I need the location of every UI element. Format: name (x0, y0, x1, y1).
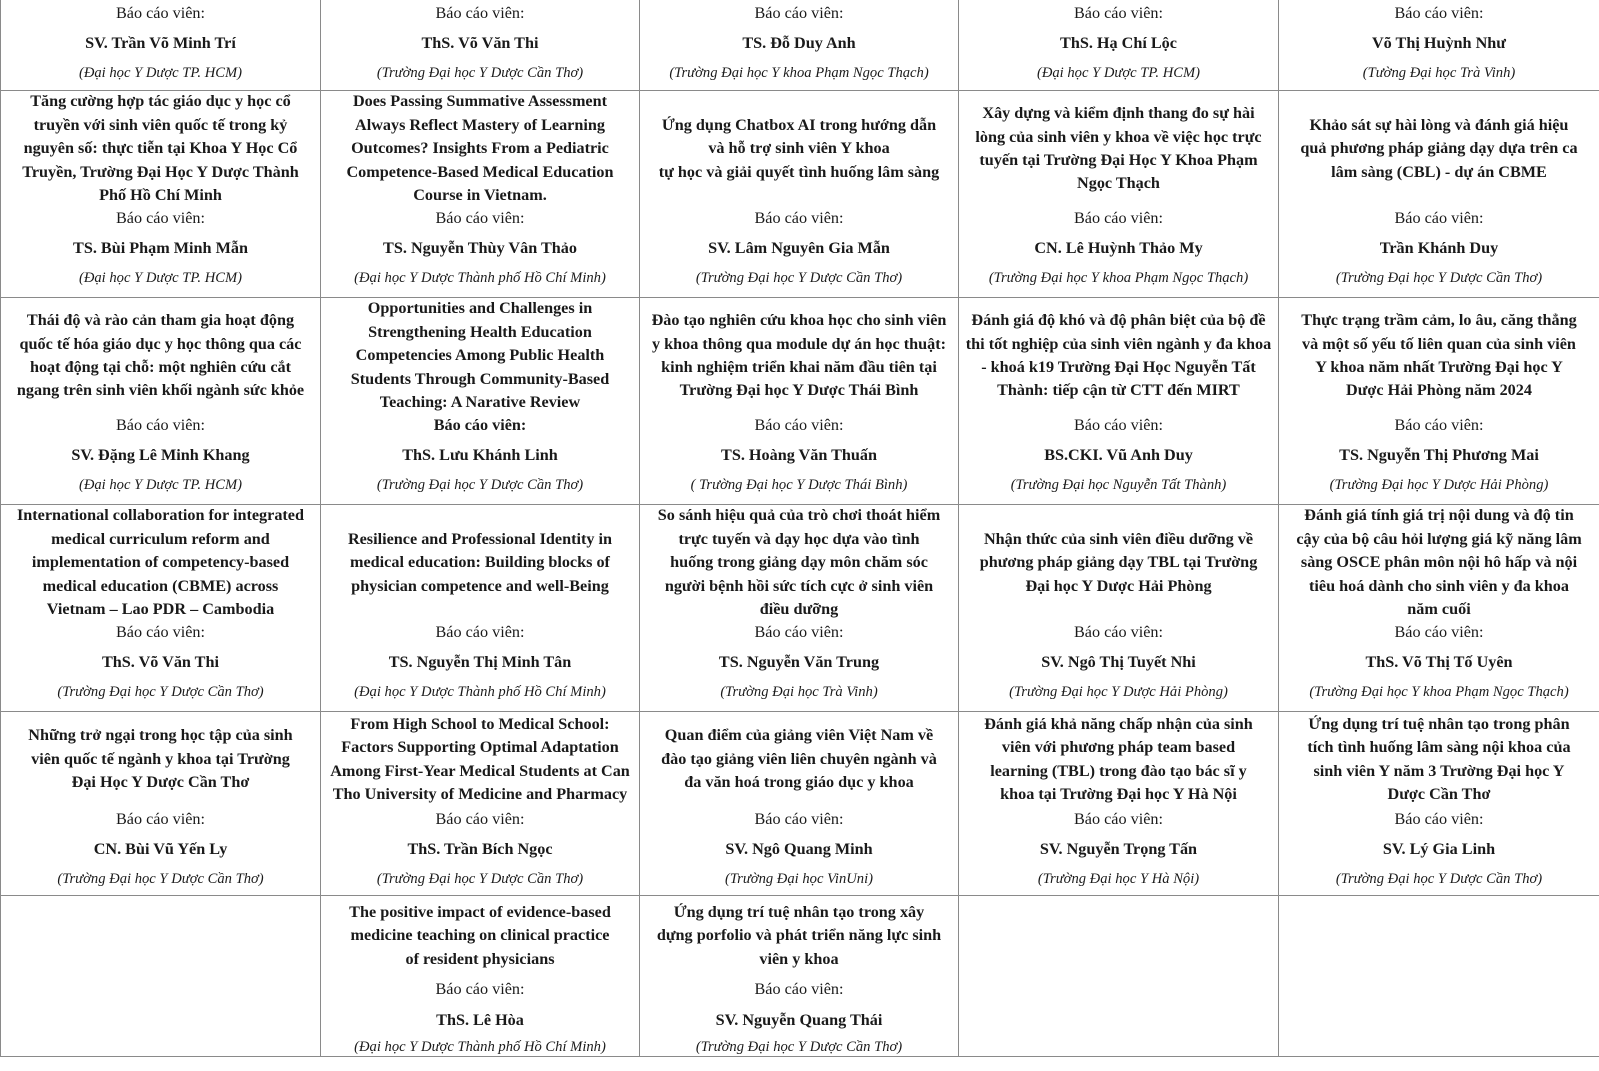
presentation-cell (1, 712, 321, 896)
presenter-label: Báo cáo viên: (1074, 4, 1163, 22)
presentation-title-line: đào tạo giảng viên liên chuyên ngành và (661, 749, 937, 768)
presentation-title-line: huống trong giảng dạy môn chăm sóc (670, 553, 928, 572)
presenter-institution: (Trường Đại học Y Dược Cần Thơ) (1335, 871, 1543, 887)
presentation-cell (1279, 91, 1599, 298)
presentation-title (646, 896, 952, 976)
presentation-title (965, 712, 1272, 807)
presentation-title (7, 298, 314, 414)
presenter-institution: (Trường Đại học Y Dược Cần Thơ) (376, 477, 584, 493)
presenter-institution: (Trường Đại học Nguyễn Tất Thành) (1010, 477, 1227, 493)
presenter-name: BS.CKI. Vũ Anh Duy (1044, 446, 1193, 464)
presentation-title-line: y khoa thông qua module dự án học thuật: (652, 334, 946, 353)
presentation-cell (1279, 505, 1599, 712)
presenter-label: Báo cáo viên: (435, 209, 525, 227)
presentation-title-line: lâm sàng (CBL) - dự án CBME (1331, 162, 1547, 181)
presentation-title (1285, 505, 1593, 621)
presentation-title-line: Course in Vietnam. (413, 186, 547, 205)
presentation-cell (1, 91, 321, 298)
presentation-entry (1, 712, 320, 895)
presentation-title (646, 505, 952, 621)
presentation-title-line: The positive impact of evidence-based (349, 902, 611, 921)
empty-cell (1, 896, 321, 1057)
presentation-title-line: Quan điểm của giảng viên Việt Nam về (664, 726, 934, 745)
presentation-cell (640, 0, 959, 91)
presenter-institution: (Trường Đại học Y Dược Cần Thơ) (376, 65, 584, 81)
presentation-cell (321, 91, 640, 298)
presentation-cell (640, 896, 959, 1057)
presentation-title-line: Đánh giá khả năng chấp nhận của sinh (984, 714, 1253, 733)
presentation-title-line: Competencies Among Public Health (355, 346, 605, 365)
presentation-entry (1, 298, 320, 504)
presentation-title-line: trực tuyến và dạy học dựa vào tình (678, 529, 920, 548)
presentation-title (1285, 298, 1593, 414)
presentation-entry (321, 298, 639, 504)
presentation-cell (640, 298, 959, 505)
presentation-cell (959, 505, 1279, 712)
presentation-title-line: Tăng cường hợp tác giáo dục y học cổ (30, 92, 291, 111)
presentation-title-line: tuyến tại Trường Đại Học Y Khoa Phạm (979, 151, 1258, 169)
presentation-entry (1279, 0, 1599, 90)
presentation-title (965, 91, 1272, 207)
presentation-title-line: Thái độ và rào cản tham gia hoạt động (26, 311, 295, 330)
presentation-title-line: Vietnam – Lao PDR – Cambodia (46, 600, 275, 619)
presentation-cell (640, 91, 959, 298)
presenter-institution: (Trường Đại học Y Hà Nội) (1037, 871, 1200, 887)
presentation-title-line: of resident physicians (405, 949, 555, 968)
presenter-name: SV. Trần Võ Minh Trí (85, 34, 236, 52)
presentation-title-line: sinh viên Y năm 3 Trường Đại học Y (1313, 761, 1565, 780)
presentation-title-line: năm cuối (1407, 600, 1471, 619)
presentation-title (327, 712, 633, 807)
presentation-cell (321, 0, 640, 91)
presentation-title-line: Khảo sát sự hài lòng và đánh giá hiệu (1309, 115, 1569, 134)
presentation-cell (1279, 0, 1599, 91)
presentation-entry (959, 91, 1278, 297)
presenter-label: Báo cáo viên: (116, 810, 205, 828)
presentation-title-line: Always Reflect Mastery of Learning (355, 115, 605, 134)
presentation-title-line: phương pháp giảng dạy TBL tại Trường (979, 553, 1258, 572)
presenter-name: TS. Đỗ Duy Anh (742, 34, 856, 52)
schedule-row (1, 896, 1599, 1057)
schedule-row (1, 712, 1599, 896)
presentation-title-line: International collaboration for integrated (16, 506, 304, 525)
presentation-title (646, 91, 952, 207)
presentation-title-line: hoạt động tại chỗ: một nghiên cứu cắt (29, 358, 292, 376)
presentation-title-line: medical education: Building blocks of (350, 553, 610, 572)
presentation-title-line: Đánh giá tính giá trị nội dung và độ tin (1304, 506, 1574, 525)
presentation-title-line: Dược Cần Thơ (1387, 784, 1491, 803)
presentation-entry (321, 505, 639, 711)
presentation-title-line: physician competence and well-Being (351, 576, 609, 595)
presentation-title-line: Opportunities and Challenges in (367, 299, 593, 318)
presentation-title-line: Dược Hải Phòng năm 2024 (1346, 381, 1532, 400)
presentation-title-line: Y khoa năm nhất Trường Đại học Y (1315, 358, 1563, 376)
presenter-name: TS. Nguyễn Văn Trung (718, 653, 880, 671)
presentation-entry (1, 0, 320, 90)
presentation-title-line: Ứng dụng trí tuệ nhân tạo trong xây (673, 902, 925, 921)
presentation-entry (959, 505, 1278, 711)
presentation-title (327, 298, 633, 414)
presentation-title-line: ngang trên sinh viên khối ngành sức khỏe (16, 381, 305, 400)
presentation-cell (640, 712, 959, 896)
presentation-entry (640, 0, 958, 90)
presentation-title-line: viên quốc tế ngành y khoa tại Trường (31, 749, 290, 768)
presentation-title-line: cậy của bộ câu hỏi lượng giá kỹ năng lâm (1296, 529, 1582, 548)
presentation-title-line: Những trở ngại trong học tập của sinh (28, 726, 293, 745)
presentation-cell (1, 505, 321, 712)
presenter-name: ThS. Hạ Chí Lộc (1060, 34, 1177, 52)
presenter-label: Báo cáo viên: (116, 623, 205, 641)
presentation-entry (640, 712, 958, 895)
presentation-title-line: From High School to Medical School: (350, 714, 610, 733)
presentation-cell (321, 505, 640, 712)
presentation-title-line: Phố Hồ Chí Minh (99, 186, 222, 205)
presenter-name: CN. Lê Huỳnh Thảo My (1034, 239, 1203, 257)
presentation-title-line: truyền với sinh viên quốc tế trong kỷ (33, 115, 288, 134)
presentation-title (646, 712, 952, 807)
presenter-name: TS. Nguyễn Thùy Vân Thảo (383, 239, 577, 257)
presenter-name: SV. Nguyễn Trọng Tấn (1039, 840, 1198, 858)
presentation-cell (321, 896, 640, 1057)
presenter-name: ThS. Lê Hòa (436, 1011, 524, 1029)
presenter-label: Báo cáo viên: (1394, 4, 1484, 22)
presenter-label: Báo cáo viên: (1074, 416, 1163, 434)
presentation-title-line: Tho University of Medicine and Pharmacy (332, 784, 628, 803)
presentation-cell (1279, 298, 1599, 505)
presenter-label: Báo cáo viên: (435, 623, 525, 641)
presenter-name: ThS. Võ Thị Tố Uyên (1365, 653, 1513, 671)
presentation-title-line: khoa tại Trường Đại học Y Hà Nội (1000, 784, 1237, 803)
presentation-cell (959, 0, 1279, 91)
presentation-cell (959, 298, 1279, 505)
presenter-label: Báo cáo viên: (435, 810, 525, 828)
presentation-title-line: medical education (CBME) across (42, 576, 279, 595)
presentation-title-line: lòng của sinh viên y khoa về việc học trực (975, 127, 1262, 146)
presentation-title-line: điều dưỡng (759, 600, 839, 619)
presenter-name: TS. Bùi Phạm Minh Mẫn (73, 239, 248, 257)
presentation-title (7, 91, 314, 207)
presenter-institution: (Trường Đại học Y khoa Phạm Ngọc Thạch) (988, 270, 1249, 286)
presenter-institution: (Trường Đại học Y Dược Cần Thơ) (695, 1039, 903, 1055)
presenter-name: TS. Hoàng Văn Thuấn (721, 446, 877, 464)
presentation-title-line: Nhận thức của sinh viên điều dưỡng về (983, 529, 1253, 548)
presenter-name: TS. Nguyễn Thị Minh Tân (388, 653, 572, 671)
presentation-title-line: Among First-Year Medical Students at Can (330, 761, 630, 780)
presenter-label: Báo cáo viên: (754, 623, 844, 641)
presenter-label: Báo cáo viên: (1074, 623, 1163, 641)
presentation-title-line: medicine teaching on clinical practice (350, 926, 610, 945)
presentation-entry (321, 91, 639, 297)
presenter-institution: (Trường Đại học Y Dược Cần Thơ) (57, 684, 264, 700)
presentation-title (1285, 712, 1593, 807)
presentation-entry (1, 91, 320, 297)
presenter-label: Báo cáo viên: (754, 416, 844, 434)
presentation-entry (959, 712, 1278, 895)
presentation-entry (640, 505, 958, 711)
presenter-label: Báo cáo viên: (435, 4, 525, 22)
presenter-label: Báo cáo viên: (754, 810, 844, 828)
presentation-entry (640, 896, 958, 1056)
presenter-institution: (Trường Đại học Y Dược Cần Thơ) (695, 270, 903, 286)
presenter-institution: (Tường Đại học Trà Vinh) (1362, 65, 1516, 81)
presenter-label: Báo cáo viên: (1394, 810, 1484, 828)
presentation-cell (321, 298, 640, 505)
presenter-name: ThS. Võ Văn Thi (102, 653, 219, 671)
presenter-institution: (Đại học Y Dược TP. HCM) (78, 477, 243, 493)
presentation-title-line: medical curriculum reform and (51, 529, 270, 548)
presentation-title (965, 505, 1272, 621)
schedule-row (1, 91, 1599, 298)
presentation-entry (959, 0, 1278, 90)
presentation-title (327, 505, 633, 621)
presenter-name: ThS. Trần Bích Ngọc (407, 840, 553, 858)
presentation-cell (1, 0, 321, 91)
presenter-label: Báo cáo viên: (1074, 209, 1163, 227)
presentation-title-line: Ứng dụng Chatbox AI trong hướng dẫn (661, 115, 937, 134)
presentation-title-line: Xây dựng và kiểm định thang đo sự hài (982, 104, 1255, 123)
presentation-entry (1279, 712, 1599, 895)
presentation-title-line: Strengthening Health Education (368, 322, 592, 341)
presentation-title-line: Factors Supporting Optimal Adaptation (341, 738, 619, 757)
presentation-title-line: nguyên số: thực tiễn tại Khoa Y Học Cổ (23, 139, 298, 158)
presentation-title-line: viên y khoa (759, 949, 839, 968)
presenter-institution: (Trường Đại học Trà Vinh) (720, 684, 878, 700)
presentation-title-line: Competence-Based Medical Education (346, 162, 614, 181)
presentation-title-line: thi tốt nghiệp của sinh viên ngành y đa khoa (965, 334, 1272, 353)
presentation-title-line: Students Through Community-Based (350, 369, 610, 388)
presentation-title-line: Đào tạo nghiên cứu khoa học cho sinh viên (651, 311, 947, 330)
presentation-title-line: và một số yếu tố liên quan của sinh viên (1302, 334, 1576, 353)
presentation-cell (959, 712, 1279, 896)
presenter-name: TS. Nguyễn Thị Phương Mai (1339, 446, 1539, 464)
presenter-name: ThS. Võ Văn Thi (421, 34, 539, 52)
presentation-cell (321, 712, 640, 896)
presentation-entry (959, 298, 1278, 504)
presentation-title-line: sàng OSCE phân môn nội hô hấp và nội (1300, 553, 1578, 572)
presentation-title (965, 298, 1272, 414)
presenter-label: Báo cáo viên: (116, 4, 205, 22)
presentation-cell (640, 505, 959, 712)
presentation-title-line: và hỗ trợ sinh viên Y khoa (708, 139, 890, 158)
presenter-institution: (Trường Đại học Y Dược Cần Thơ) (1335, 270, 1543, 286)
presenter-institution: (Trường Đại học Y Dược Cần Thơ) (376, 871, 584, 887)
presentation-title-line: - khoá k19 Trường Đại Học Nguyễn Tất (981, 358, 1256, 376)
presenter-institution: (Trường Đại học VinUni) (724, 871, 874, 887)
presentation-title-line: kinh nghiệm triển khai năm đầu tiên tại (661, 358, 937, 376)
presentation-title-line: Đánh giá độ khó và độ phân biệt của bộ đề (971, 311, 1266, 330)
presenter-name: ThS. Lưu Khánh Linh (402, 446, 558, 464)
presentation-title-line: Truyền, Trường Đại Học Y Dược Thành (22, 162, 299, 181)
presenter-name: SV. Lâm Nguyên Gia Mẫn (708, 239, 890, 257)
empty-cell (1279, 896, 1599, 1057)
presenter-institution: (Đại học Y Dược TP. HCM) (78, 270, 243, 286)
presenter-label: Báo cáo viên: (1394, 623, 1484, 641)
presentation-cell (959, 91, 1279, 298)
presentation-title-line: Teaching: A Narative Review (379, 393, 581, 412)
presentation-entry (640, 298, 958, 504)
presentation-cell (1, 298, 321, 505)
presentation-title-line: So sánh hiệu quả của trò chơi thoát hiểm (657, 506, 941, 525)
presenter-institution: (Trường Đại học Y Dược Hải Phòng) (1329, 477, 1549, 493)
presentation-title-line: Does Passing Summative Assessment (352, 92, 608, 111)
presentation-entry (640, 91, 958, 297)
presentation-title-line: Thành: tiếp cận từ CTT đến MIRT (997, 381, 1240, 400)
presenter-institution: (Trường Đại học Y Dược Cần Thơ) (57, 871, 264, 887)
presenter-name: SV. Ngô Thị Tuyết Nhi (1041, 653, 1196, 671)
presentation-entry (321, 896, 639, 1056)
presentation-title (646, 298, 952, 414)
presenter-name: SV. Nguyễn Quang Thái (715, 1011, 883, 1029)
presenter-label: Báo cáo viên: (433, 416, 527, 434)
presenter-label: Báo cáo viên: (754, 980, 844, 998)
presentation-title-line: Outcomes? Insights From a Pediatric (351, 139, 609, 158)
presentation-title-line: Resilience and Professional Identity in (347, 529, 613, 548)
presentation-title-line: Đại Học Y Dược Cần Thơ (71, 773, 250, 792)
presenter-name: Trần Khánh Duy (1379, 239, 1499, 257)
empty-cell (959, 896, 1279, 1057)
presenter-label: Báo cáo viên: (1074, 810, 1163, 828)
presenter-label: Báo cáo viên: (435, 980, 525, 998)
presentation-title-line: viên với phương pháp team based (1001, 738, 1236, 757)
presentation-title (327, 91, 633, 207)
presentation-title-line: quốc tế hóa giáo dục y học thông qua các (19, 334, 302, 353)
presentation-entry (1279, 505, 1599, 711)
presenter-institution: (Đại học Y Dược Thành phố Hồ Chí Minh) (354, 270, 606, 286)
schedule-row (1, 0, 1599, 91)
presenter-name: SV. Lý Gia Linh (1382, 840, 1496, 858)
presenter-institution: (Trường Đại học Y khoa Phạm Ngọc Thạch) (669, 65, 929, 81)
presentation-title (7, 505, 314, 621)
presenter-label: Báo cáo viên: (116, 416, 205, 434)
presenter-institution: (Đại học Y Dược Thành phố Hồ Chí Minh) (354, 684, 606, 700)
presenter-name: Võ Thị Huỳnh Như (1371, 34, 1507, 52)
presentation-title (7, 712, 314, 807)
presentation-title-line: Ngọc Thạch (1077, 174, 1160, 193)
presenter-name: SV. Ngô Quang Minh (725, 840, 873, 858)
presenter-institution: (Đại học Y Dược TP. HCM) (1036, 65, 1201, 81)
presentation-title (1285, 91, 1593, 207)
presenter-name: CN. Bùi Vũ Yến Ly (93, 840, 228, 858)
presenter-name: SV. Đặng Lê Minh Khang (71, 446, 250, 464)
presenter-institution: (Đại học Y Dược Thành phố Hồ Chí Minh) (354, 1039, 606, 1055)
presenter-label: Báo cáo viên: (754, 4, 844, 22)
presentation-title-line: người bệnh hồi sức tích cực ở sinh viên (664, 576, 934, 595)
presenter-institution: (Trường Đại học Y Dược Hải Phòng) (1009, 684, 1228, 700)
schedule-row (1, 298, 1599, 505)
presenter-label: Báo cáo viên: (1394, 416, 1484, 434)
presentation-title (327, 896, 633, 976)
presentation-title-line: tự học và giải quyết tình huống lâm sàng (658, 162, 940, 181)
presentation-title-line: đa văn hoá trong giáo dục y khoa (684, 773, 914, 792)
presentation-title-line: Đại học Y Dược Hải Phòng (1025, 576, 1212, 595)
presenter-institution: ( Trường Đại học Y Dược Thái Bình) (690, 477, 908, 493)
presenter-label: Báo cáo viên: (754, 209, 844, 227)
presentation-cell (1279, 712, 1599, 896)
presentation-entry (1279, 298, 1599, 504)
schedule-row (1, 505, 1599, 712)
presentation-title-line: Ứng dụng trí tuệ nhân tạo trong phân (1308, 714, 1570, 733)
presentation-entry (1279, 91, 1599, 297)
presenter-label: Báo cáo viên: (1394, 209, 1484, 227)
presentation-title-line: tích tình huống lâm sàng nội khoa của (1307, 738, 1571, 757)
presentation-title-line: tiêu hoá dành cho sinh viên y đa khoa (1309, 576, 1569, 595)
presentation-title-line: Thực trạng trầm cảm, lo âu, căng thẳng (1301, 311, 1577, 330)
presentation-title-line: implementation of competency-based (31, 553, 290, 572)
presenter-institution: (Trường Đại học Y khoa Phạm Ngọc Thạch) (1309, 684, 1569, 700)
presentation-entry (321, 712, 639, 895)
presentation-title-line: learning (TBL) trong đào tạo bác sĩ y (990, 761, 1247, 780)
presentation-title-line: quả phương pháp giảng dạy dựa trên ca (1300, 139, 1578, 158)
presentation-entry (321, 0, 639, 90)
presentation-title-line: Trường Đại học Y Dược Thái Bình (679, 381, 919, 400)
presentation-entry (1, 505, 320, 711)
presenter-label: Báo cáo viên: (116, 209, 205, 227)
presenter-institution: (Đại học Y Dược TP. HCM) (78, 65, 243, 81)
presentation-title-line: dựng porfolio và phát triển năng lực sinh (656, 926, 942, 945)
